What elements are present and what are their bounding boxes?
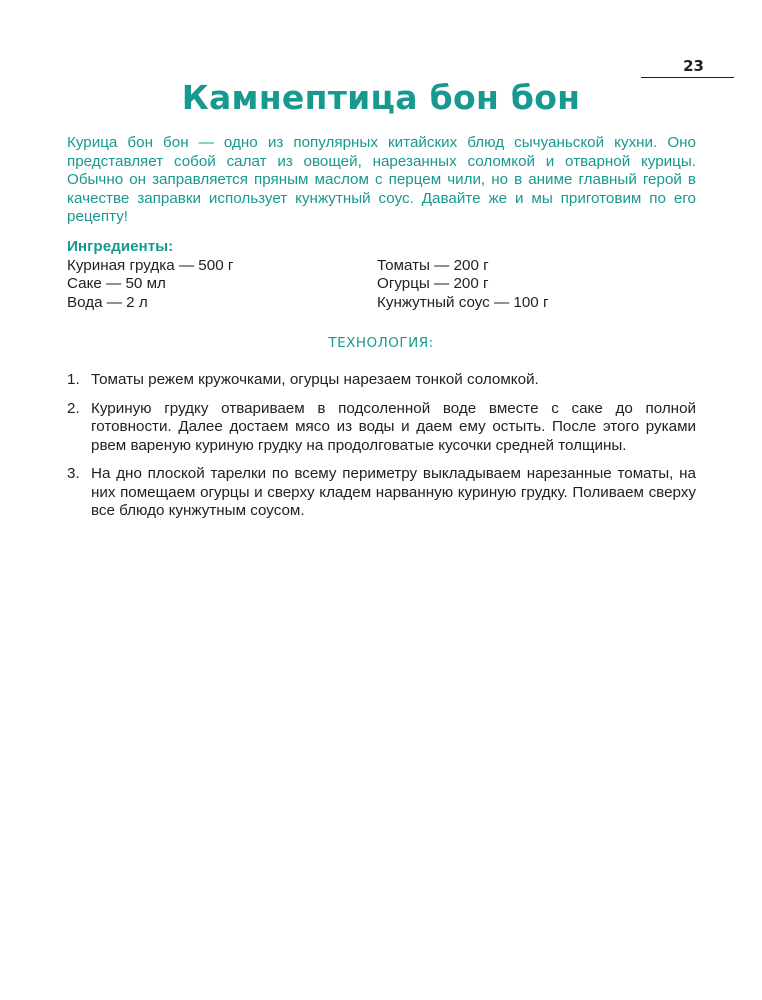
technology-heading: ТЕХНОЛОГИЯ:: [328, 335, 434, 351]
ingredients-right-column: [377, 257, 677, 313]
ingredients-heading: Ингредиенты:: [67, 238, 174, 255]
page-number: 23: [683, 57, 704, 75]
ingredient-item: Томаты — 200 г: [377, 256, 489, 274]
step-number: 3.: [67, 465, 80, 482]
ingredient-item: Огурцы — 200 г: [377, 275, 489, 292]
recipe-title: Камнептица бон бон: [181, 78, 581, 117]
step-item: [67, 400, 696, 456]
ingredient-item: Куриная грудка — 500 г: [67, 256, 234, 274]
ingredients-left-column: [67, 257, 377, 313]
step-item: [67, 465, 696, 521]
ingredients-section: [67, 238, 696, 312]
recipe-intro: Курица бон бон — одно из популярных китайских блюд сычуаньской кухни. Оно представляет собой салат из овощей, нарезанных соломкой и отварной курицы. Обычно он заправляется пряным маслом с перцем чили, но в аниме главный герой в качестве заправки использует кунжутный соус. Давайте же и мы приготовим по его рецепту!: [67, 134, 696, 225]
step-item: [67, 371, 696, 390]
step-text: На дно плоской тарелки по всему периметру выкладываем нарезанные томаты, на них помещаем огурцы и сверху кладем нарванную куриную грудку. Поливаем сверху все блюдо кунжутным соусом.: [91, 465, 696, 519]
step-number: 1.: [67, 371, 80, 388]
step-text: Куриную грудку отвариваем в подсоленной воде вместе с саке до полной готовности. Далее достаем мясо из воды и даем ему остыть. После этого руками рвем вареную куриную грудку на продолговатые кусочки средней толщины.: [91, 399, 696, 454]
step-text: Томаты режем кружочками, огурцы нарезаем тонкой соломкой.: [91, 371, 539, 388]
ingredients-columns: [67, 257, 696, 313]
step-number: 2.: [67, 399, 80, 417]
ingredient-item: Кунжутный соус — 100 г: [377, 293, 549, 311]
technology-steps: [67, 371, 696, 531]
ingredient-item: Саке — 50 мл: [67, 275, 166, 292]
ingredient-item: Вода — 2 л: [67, 293, 148, 311]
